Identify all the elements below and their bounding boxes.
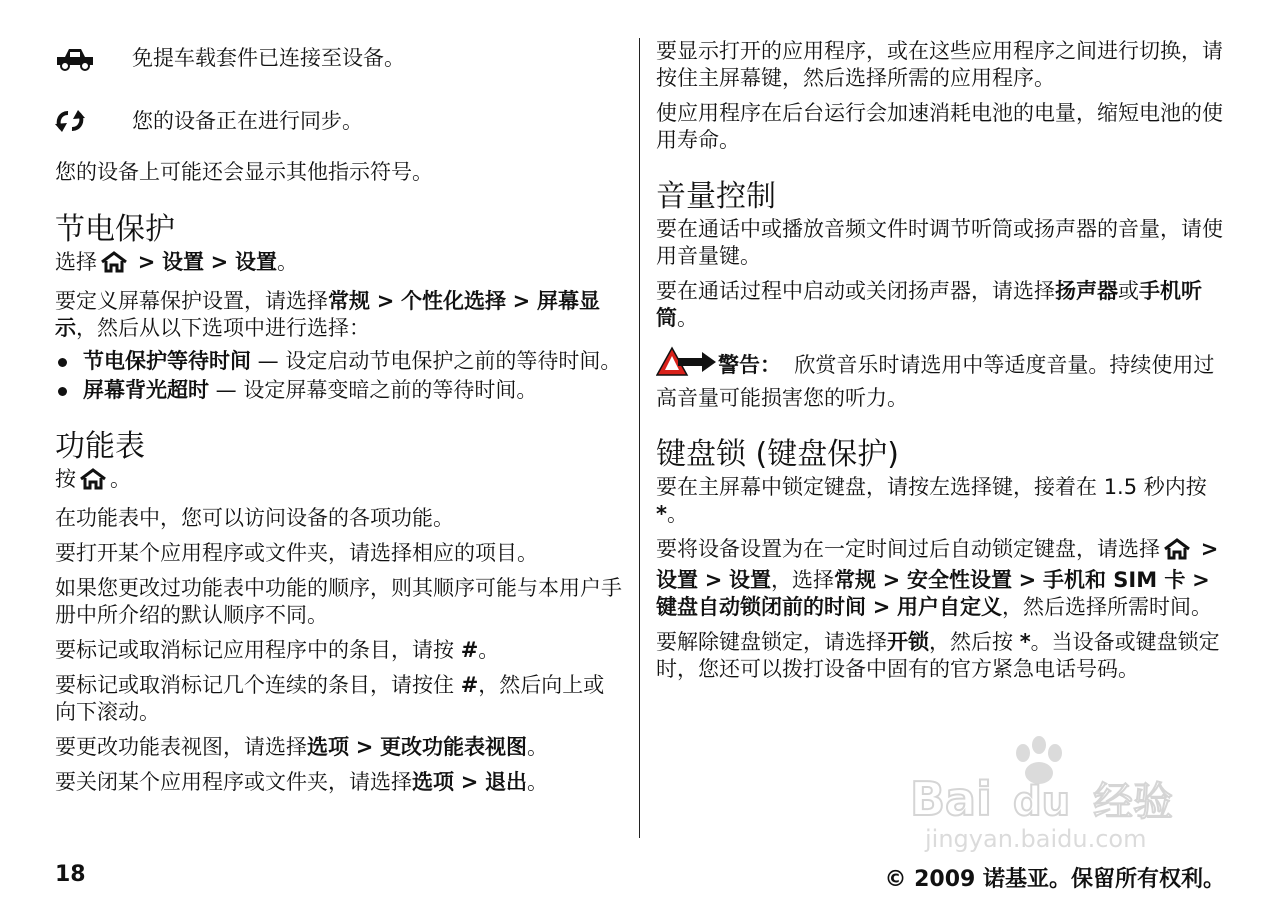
- home-icon: [1162, 538, 1192, 567]
- svg-text:经验: 经验: [1093, 779, 1173, 825]
- car-kit-icon: [55, 45, 132, 71]
- paragraph: 要打开某个应用程序或文件夹，请选择相应的项目。: [55, 541, 538, 565]
- indicator-row: [55, 101, 623, 141]
- indicators-note: 您的设备上可能还会显示其他指示符号。: [55, 160, 433, 184]
- indicator-text: 免提车载套件已连接至设备。: [132, 45, 405, 70]
- options-list: [55, 348, 623, 404]
- list-item: 节电保护等待时间 — 设定启动节电保护之前的等待时间。: [55, 348, 623, 375]
- indicator-row: [55, 38, 623, 78]
- home-icon: [78, 468, 108, 497]
- page-number: 18: [55, 862, 86, 887]
- warning-note: 警告： 欣赏音乐时请选用中等适度音量。持续使用过高音量可能损害您的听力。: [656, 346, 1228, 412]
- paragraph: 使应用程序在后台运行会加速消耗电池的电量，缩短电池的使用寿命。: [656, 101, 1223, 152]
- svg-text:jingyan.baidu.com: jingyan.baidu.com: [925, 825, 1147, 853]
- warning-label: 警告：: [718, 353, 781, 377]
- sync-icon: [55, 108, 132, 134]
- paragraph: 要标记或取消标记应用程序中的条目，请按 #。: [55, 638, 500, 662]
- list-item: 屏幕背光超时 — 设定屏幕变暗之前的等待时间。: [55, 377, 623, 404]
- paragraph: 要将设备设置为在一定时间过后自动锁定键盘，请选择 > 设置 > 设置，选择常规 > 安全性设置 > 手机和 SIM 卡 > 键盘自动锁闭前的时间 > 用户自定义，然后选择所需时间。: [656, 537, 1219, 619]
- right-column: [656, 38, 1228, 683]
- section-heading: 键盘锁 (键盘保护): [656, 437, 899, 472]
- indicator-text: 您的设备正在进行同步。: [132, 108, 363, 133]
- paragraph: 要在通话中或播放音频文件时调节听筒或扬声器的音量，请使用音量键。: [656, 217, 1223, 268]
- baidu-watermark: [905, 735, 1205, 855]
- left-column: [55, 38, 623, 796]
- svg-text:du: du: [1013, 779, 1071, 825]
- section-heading: 音量控制: [656, 179, 776, 214]
- paragraph: 要定义屏幕保护设置，请选择常规 > 个性化选择 > 屏幕显示，然后从以下选项中进行选择：: [55, 289, 600, 340]
- section-heading: 功能表: [55, 429, 145, 464]
- paragraph: 选择 > 设置 > 设置。: [55, 249, 623, 280]
- home-icon: [99, 251, 129, 280]
- svg-text:Bai: Bai: [910, 772, 992, 826]
- column-divider: [639, 38, 640, 838]
- copyright-notice: © 2009 诺基亚。保留所有权利。: [884, 867, 1225, 892]
- paragraph: 要标记或取消标记几个连续的条目，请按住 #，然后向上或向下滚动。: [55, 673, 605, 724]
- paragraph: 在功能表中，您可以访问设备的各项功能。: [55, 506, 454, 530]
- paragraph: 要显示打开的应用程序，或在这些应用程序之间进行切换，请按住主屏幕键，然后选择所需的应用程序。: [656, 39, 1223, 90]
- paragraph: 要更改功能表视图，请选择选项 > 更改功能表视图。: [55, 735, 548, 759]
- paragraph: 要在主屏幕中锁定键盘，请按左选择键，接着在 1.5 秒内按 *。: [656, 475, 1207, 526]
- paragraph: 要在通话过程中启动或关闭扬声器，请选择扬声器或手机听筒。: [656, 279, 1202, 330]
- section-heading: 节电保护: [55, 212, 175, 247]
- paragraph: 按 。: [55, 466, 623, 497]
- paragraph: 要关闭某个应用程序或文件夹，请选择选项 > 退出。: [55, 770, 548, 794]
- warning-icon: [656, 346, 718, 385]
- paragraph: 要解除键盘锁定，请选择开锁，然后按 *。当设备或键盘锁定时，您还可以拨打设备中固有的官方紧急电话号码。: [656, 630, 1220, 681]
- paragraph: 如果您更改过功能表中功能的顺序，则其顺序可能与本用户手册中所介绍的默认顺序不同。: [55, 576, 622, 627]
